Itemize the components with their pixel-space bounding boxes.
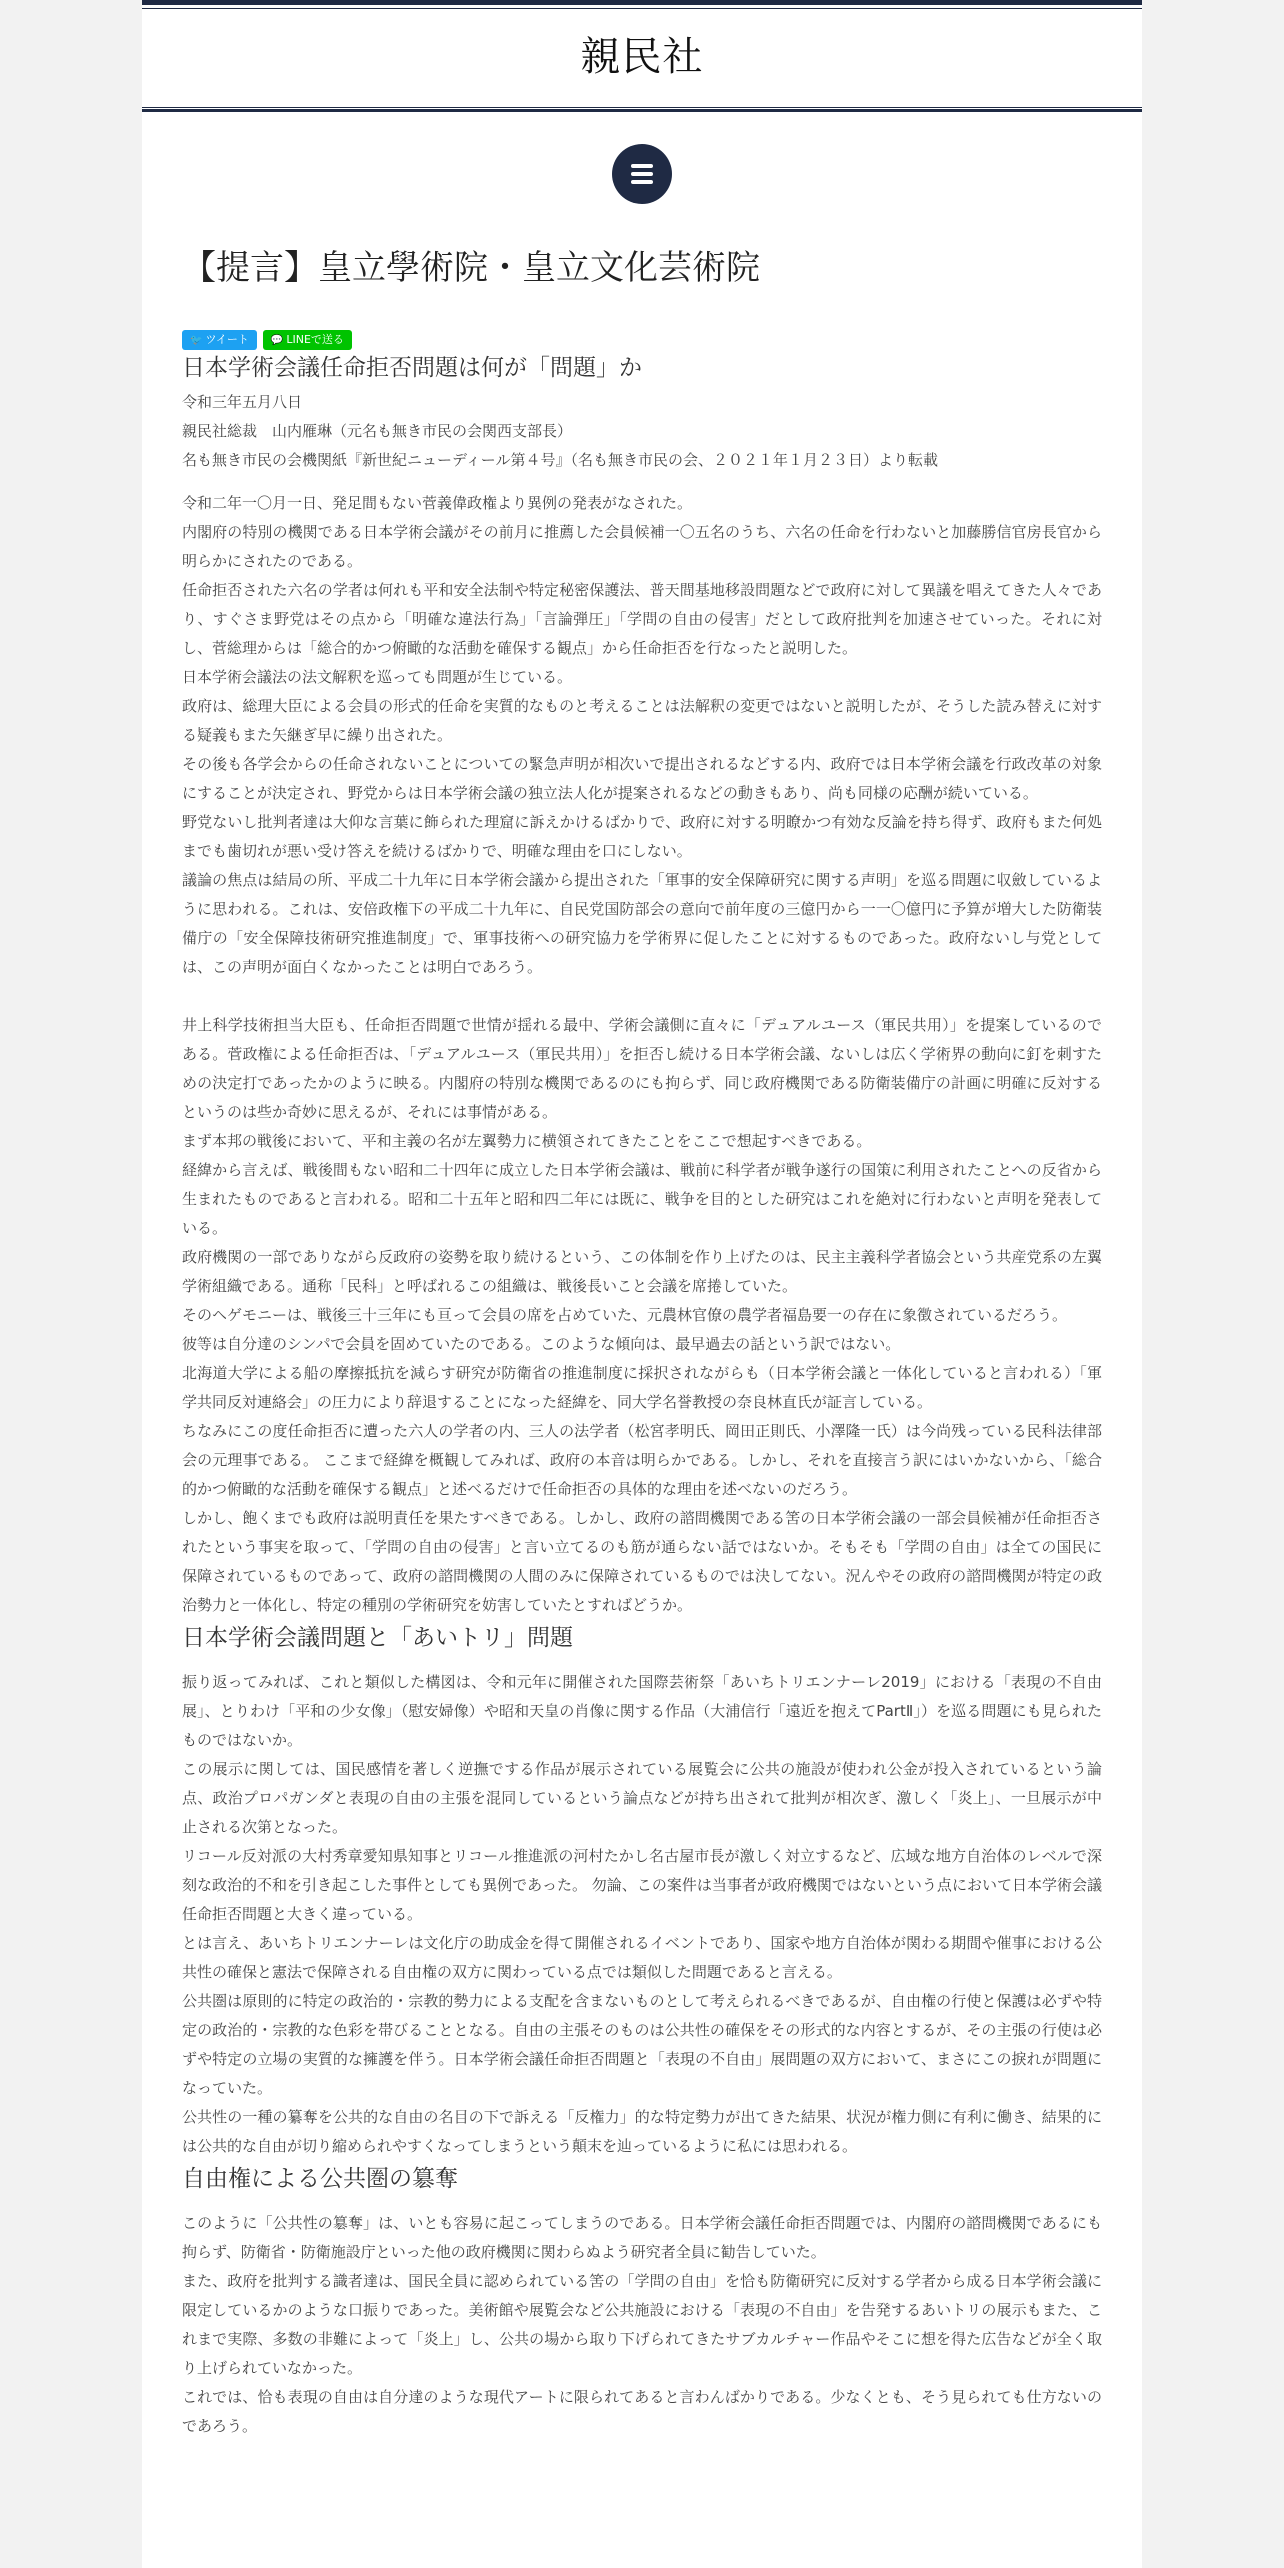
paragraph: 彼等は自分達のシンパで会員を固めていたのである。このような傾向は、最早過去の話という訳ではない。: [182, 1335, 901, 1353]
section-body: [182, 489, 1102, 1620]
paragraph: 令和二年一〇月一日、発足間もない菅義偉政権より異例の発表がなされた。: [182, 494, 693, 512]
tweet-label: ツイート: [205, 333, 249, 346]
paragraph: この展示に関しては、国民感情を著しく逆撫でする作品が展示されている展覧会に公共の施設が使われ公金が投入されているという論点、政治プロパガンダと表現の自由の主張を混同しているという論点などが持ち出されて批判が相次ぎ、激しく「炎上」、一旦展示が中止される次第となった。: [182, 1760, 1102, 1836]
share-buttons: [182, 330, 1102, 350]
paragraph: また、政府を批判する識者達は、国民全員に認められている筈の「学問の自由」を恰も防衛研究に反対する学者から成る日本学術会議に限定しているかのような口振りであった。美術館や展覧会など公共施設における「表現の不自由」を告発するあいトリの展示もまた、これまで実際、多数の非難によって「炎上」し、公共の場から取り下げられてきたサブカルチャー作品やそこに想を得た広告などが全く取り上げられていなかった。: [182, 2272, 1102, 2377]
paragraph: その後も各学会からの任命されないことについての緊急声明が相次いで提出されるなどする内、政府では日本学術会議を行政改革の対象にすることが決定され、野党からは日本学術会議の独立法人化が提案されるなどの動きもあり、尚も同様の応酬が続いている。: [182, 755, 1102, 802]
paragraph: このように「公共性の簒奪」は、いとも容易に起こってしまうのである。日本学術会議任命拒否問題では、内閣府の諮問機関であるにも拘らず、防衛省・防衛施設庁といった他の政府機関に関わらぬよう研究者全員に勧告していた。: [182, 2214, 1102, 2261]
site-header: [142, 0, 1142, 112]
paragraph: しかし、飽くまでも政府は説明責任を果たすべきである。しかし、政府の諮問機関である筈の日本学術会議の一部会員候補が任命拒否されたという事実を取って、「学問の自由の侵害」と言い立てるのも筋が通らない話ではないか。そもそも「学問の自由」は全ての国民に保障されているものであって、政府の諮問機関の人間のみに保障されているものでは決してない。況んやその政府の諮問機関が特定の政治勢力と一体化し、特定の種別の学術研究を妨害していたとすればどうか。: [182, 1509, 1102, 1614]
paragraph: 議論の焦点は結局の所、平成二十九年に日本学術会議から提出された「軍事的安全保障研究に関する声明」を巡る問題に収斂しているように思われる。これは、安倍政権下の平成二十九年に、自民党国防部会の意向で前年度の三億円から一一〇億円に予算が増大した防衛装備庁の「安全保障技術研究推進制度」で、軍事技術への研究協力を学術界に促したことに対するものであった。政府ないし与党としては、この声明が面白くなかったことは明白であろう。: [182, 871, 1102, 976]
paragraph: リコール反対派の大村秀章愛知県知事とリコール推進派の河村たかし名古屋市長が激しく対立するなど、広域な地方自治体のレベルで深刻な政治的不和を引き起こした事件としても異例であった。 勿論、この案件は当事者が政府機関ではないという点において日本学術会議任命拒否問題と大きく違っている。: [182, 1847, 1102, 1923]
article: [182, 240, 1102, 2441]
section-heading: 日本学術会議問題と「あいトリ」問題: [182, 1625, 573, 1651]
section-heading: 自由権による公共圏の簒奪: [182, 2166, 458, 2192]
paragraph: 公共圏は原則的に特定の政治的・宗教的勢力による支配を含まないものとして考えられるべきであるが、自由権の行使と保護は必ずや特定の政治的・宗教的な色彩を帯びることとなる。自由の主張そのものは公共性の確保をその形式的な内容とするが、その主張の行使は必ずや特定の立場の実質的な擁護を伴う。日本学術会議任命拒否問題と「表現の不自由」展問題の双方において、まさにこの捩れが問題になっていた。: [182, 1992, 1102, 2097]
paragraph: 政府は、総理大臣による会員の形式的任命を実質的なものと考えることは法解釈の変更ではないと説明したが、そうした読み替えに対する疑義もまた矢継ぎ早に繰り出された。: [182, 697, 1102, 744]
hamburger-menu-icon[interactable]: [612, 144, 672, 204]
page: [142, 0, 1142, 2568]
article-author: 親民社総裁 山内雁琳（元名も無き市民の会関西支部長）: [182, 422, 573, 440]
paragraph: 公共性の一種の纂奪を公共的な自由の名目の下で訴える「反権力」的な特定勢力が出てきた結果、状況が権力側に有利に働き、結果的には公共的な自由が切り縮められやすくなってしまうという顛末を辿っているように私には思われる。: [182, 2108, 1102, 2155]
paragraph: 経緯から言えば、戦後間もない昭和二十四年に成立した日本学術会議は、戦前に科学者が戦争遂行の国策に利用されたことへの反省から生まれたものであると言われる。昭和二十五年と昭和四二年には既に、戦争を目的とした研究はこれを絶対に行わないと声明を発表している。: [182, 1161, 1102, 1237]
paragraph: 内閣府の特別の機関である日本学術会議がその前月に推薦した会員候補一〇五名のうち、六名の任命を行わないと加藤勝信官房長官から明らかにされたのである。: [182, 523, 1102, 570]
paragraph: 北海道大学による船の摩擦抵抗を減らす研究が防衛省の推進制度に採択されながらも（日本学術会議と一体化していると言われる）「軍学共同反対連絡会」の圧力により辞退することになった経緯を、同大学名誉教授の奈良林直氏が証言している。: [182, 1364, 1102, 1411]
paragraph: 日本学術会議法の法文解釈を巡っても問題が生じている。: [182, 668, 573, 686]
article-title: 【提言】皇立學術院・皇立文化芸術院: [182, 248, 760, 288]
paragraph: そのヘゲモニーは、戦後三十三年にも亘って会員の席を占めていた、元農林官僚の農学者福島要一の存在に象徴されているだろう。: [182, 1306, 1068, 1324]
article-meta: [182, 388, 1102, 475]
paragraph: 野党ないし批判者達は大仰な言葉に飾られた理窟に訴えかけるばかりで、政府に対する明瞭かつ有効な反論を持ち得ず、政府もまた何処までも歯切れが悪い受け答えを続けるばかりで、明確な理由を口にしない。: [182, 813, 1102, 860]
paragraph: 任命拒否された六名の学者は何れも平和安全法制や特定秘密保護法、普天間基地移設問題などで政府に対して異議を唱えてきた人々であり、すぐさま野党はその点から「明確な違法行為」「言論弾圧」「学問の自由の侵害」だとして政府批判を加速させていった。それに対し、菅総理からは「総合的かつ俯瞰的な活動を確保する観点」から任命拒否を行なったと説明した。: [182, 581, 1102, 657]
line-label: LINEで送る: [286, 333, 344, 346]
paragraph: まず本邦の戦後において、平和主義の名が左翼勢力に横領されてきたことをここで想起すべきである。: [182, 1132, 872, 1150]
paragraph: 井上科学技術担当大臣も、任命拒否問題で世情が揺れる最中、学術会議側に直々に「デュアルユース（軍民共用）」を提案しているのである。菅政権による任命拒否は、「デュアルユース（軍民共用）」を拒否し続ける日本学術会議、ないしは広く学術界の動向に釘を刺すための決定打であったかのように映る。内閣府の特別な機関であるのにも拘らず、同じ政府機関である防衛装備庁の計画に明確に反対するというのは些か奇妙に思えるが、それには事情がある。: [182, 1016, 1102, 1121]
article-date: 令和三年五月八日: [182, 393, 303, 411]
paragraph: ちなみにこの度任命拒否に遭った六人の学者の内、三人の法学者（松宮孝明氏、岡田正則氏、小澤隆一氏）は今尚残っている民科法律部会の元理事である。 ここまで経緯を概観してみれば、政府の本音は明らかである。しかし、それを直接言う訳にはいかないから、「総合的かつ俯瞰的な活動を確保する観点」と述べるだけで任命拒否の具体的な理由を述べないのだろう。: [182, 1422, 1102, 1498]
section-heading: 日本学術会議任命拒否問題は何が「問題」か: [182, 355, 642, 381]
paragraph: 政府機関の一部でありながら反政府の姿勢を取り続けるという、この体制を作り上げたのは、民主主義科学者協会という共産党系の左翼学術組織である。通称「民科」と呼ばれるこの組織は、戦後長いこと会議を席捲していた。: [182, 1248, 1102, 1295]
twitter-bird-icon: 🐦: [190, 335, 203, 346]
site-title[interactable]: 親民社: [580, 34, 704, 80]
line-chat-icon: 💬: [270, 335, 284, 346]
paragraph: これでは、恰も表現の自由は自分達のような現代アートに限られてあると言わんばかりである。少なくとも、そう見られても仕方ないのであろう。: [182, 2388, 1102, 2435]
section-body: [182, 1668, 1102, 2161]
section-body: [182, 2209, 1102, 2441]
line-share-button[interactable]: [263, 330, 352, 350]
paragraph: とは言え、あいちトリエンナーレは文化庁の助成金を得て開催されるイベントであり、国家や地方自治体が関わる期間や催事における公共性の確保と憲法で保障される自由権の双方に関わっている点では類似した問題であると言える。: [182, 1934, 1102, 1981]
article-source: 名も無き市民の会機関紙『新世紀ニューディール第４号』（名も無き市民の会、２０２１年１月２３日）より転載: [182, 451, 939, 469]
tweet-button[interactable]: [182, 330, 257, 350]
paragraph: 振り返ってみれば、これと類似した構図は、令和元年に開催された国際芸術祭「あいちトリエンナーレ2019」における「表現の不自由展」、とりわけ「平和の少女像」（慰安婦像）や昭和天皇の肖像に関する作品（大浦信行「遠近を抱えてPartⅡ」）を巡る問題にも見られたものではないか。: [182, 1673, 1102, 1749]
